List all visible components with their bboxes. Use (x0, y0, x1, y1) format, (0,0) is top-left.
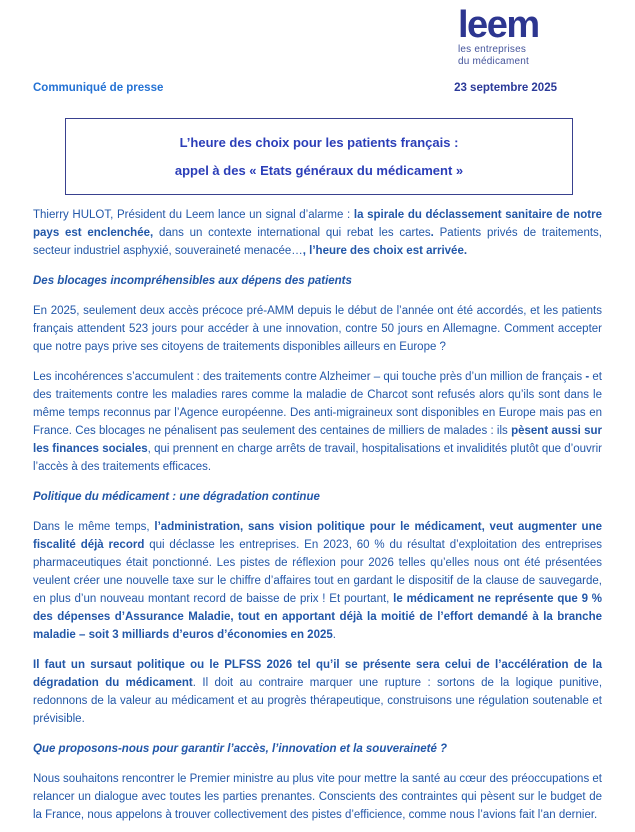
body-paragraph: Nous souhaitons rencontrer le Premier ministre au plus vite pour mettre la santé au cœur des préoccupations et relancer un dialogue avec toutes les parties prenantes. Conscients des contraintes qui pèsent sur le budget de la France, nous appelons à trouver collectivement des pistes d’efficience, comme nous l’avions fait l’an dernier. (33, 773, 602, 821)
leem-wordmark: leem (458, 4, 539, 46)
meta-row (33, 82, 557, 94)
document-body (33, 206, 602, 832)
body-paragraph: Il faut un sursaut politique ou le PLFSS 2026 tel qu’il se présente sera celui de l’accélération de la dégradation du médicament. Il doit au contraire marquer une rupture : sortons de la logique punitive, redonnons de la valeur au médicament et au progrès thérapeutique, construisons une régulation soutenable et prévisible. (33, 659, 603, 725)
leem-tagline-line-2: du médicament (458, 56, 529, 68)
doc-date: 23 septembre 2025 (454, 82, 557, 94)
section-heading: Des blocages incompréhensibles aux dépens des patients (33, 275, 352, 287)
title-box (65, 118, 573, 195)
body-paragraph: En 2025, seulement deux accès précoce pré-AMM depuis le début de l’année ont été accordés, et les patients français attendent 523 jours pour accéder à une innovation, contre 50 jours en Allemagne. Comment accepter que notre pays prive ses citoyens de traitements disponibles ailleurs en Europe ? (33, 305, 602, 353)
doc-type-label: Communiqué de presse (33, 82, 164, 94)
body-paragraph: Thierry HULOT, Président du Leem lance un signal d’alarme : la spirale du déclassement sanitaire de notre pays est enclenchée, dans un contexte international qui rebat les cartes. Patients privés de traitements, secteur industriel asphyxié, souveraineté menacée…, l’heure des choix est arrivée. (33, 209, 602, 257)
body-paragraph: Dans le même temps, l’administration, sans vision politique pour le médicament, veut augmenter une fiscalité déjà record qui déclasse les entreprises. En 2023, 60 % du résultat d’exploitation des entreprises pharmaceutiques était ponctionné. Les pistes de réflexion pour 2026 telles qu’elles nous ont été présentées veulent créer une nouvelle taxe sur le chiffre d’affaires tout en gardant le dispositif de la clause de sauvegarde, en plus d’un nouveau montant record de baisse de prix ! Et pourtant, le médicament ne représente que 9 % des dépenses d’Assurance Maladie, tout en apportant déjà la moitié de l’effort demandé à la branche maladie – soit 3 milliards d’euros d’économies en 2025. (33, 521, 603, 641)
leem-logo (458, 4, 548, 68)
title-line-1: L’heure des choix pour les patients français : (179, 135, 459, 150)
title-line-2: appel à des « Etats généraux du médicament » (174, 163, 464, 178)
section-heading: Politique du médicament : une dégradation continue (33, 491, 320, 503)
section-heading: Que proposons-nous pour garantir l’accès, l’innovation et la souveraineté ? (33, 743, 448, 755)
leem-tagline (458, 44, 548, 68)
body-paragraph: Les incohérences s’accumulent : des traitements contre Alzheimer – qui touche près d’un million de français - et des traitements contre les maladies rares comme la maladie de Charcot sont refusés alors qu’ils sont dans le même temps reconnus par l’Agence européenne. Des anti-migraineux sont disponibles en Europe mais pas en France. Ces blocages ne pénalisent pas seulement des centaines de milliers de malades : ils pèsent aussi sur les finances sociales, qui prennent en charge arrêts de travail, hospitalisations et invalidités plutôt que d’ouvrir l’accès à des traitements efficaces. (33, 371, 602, 473)
leem-tagline-line-1: les entreprises (458, 44, 527, 56)
